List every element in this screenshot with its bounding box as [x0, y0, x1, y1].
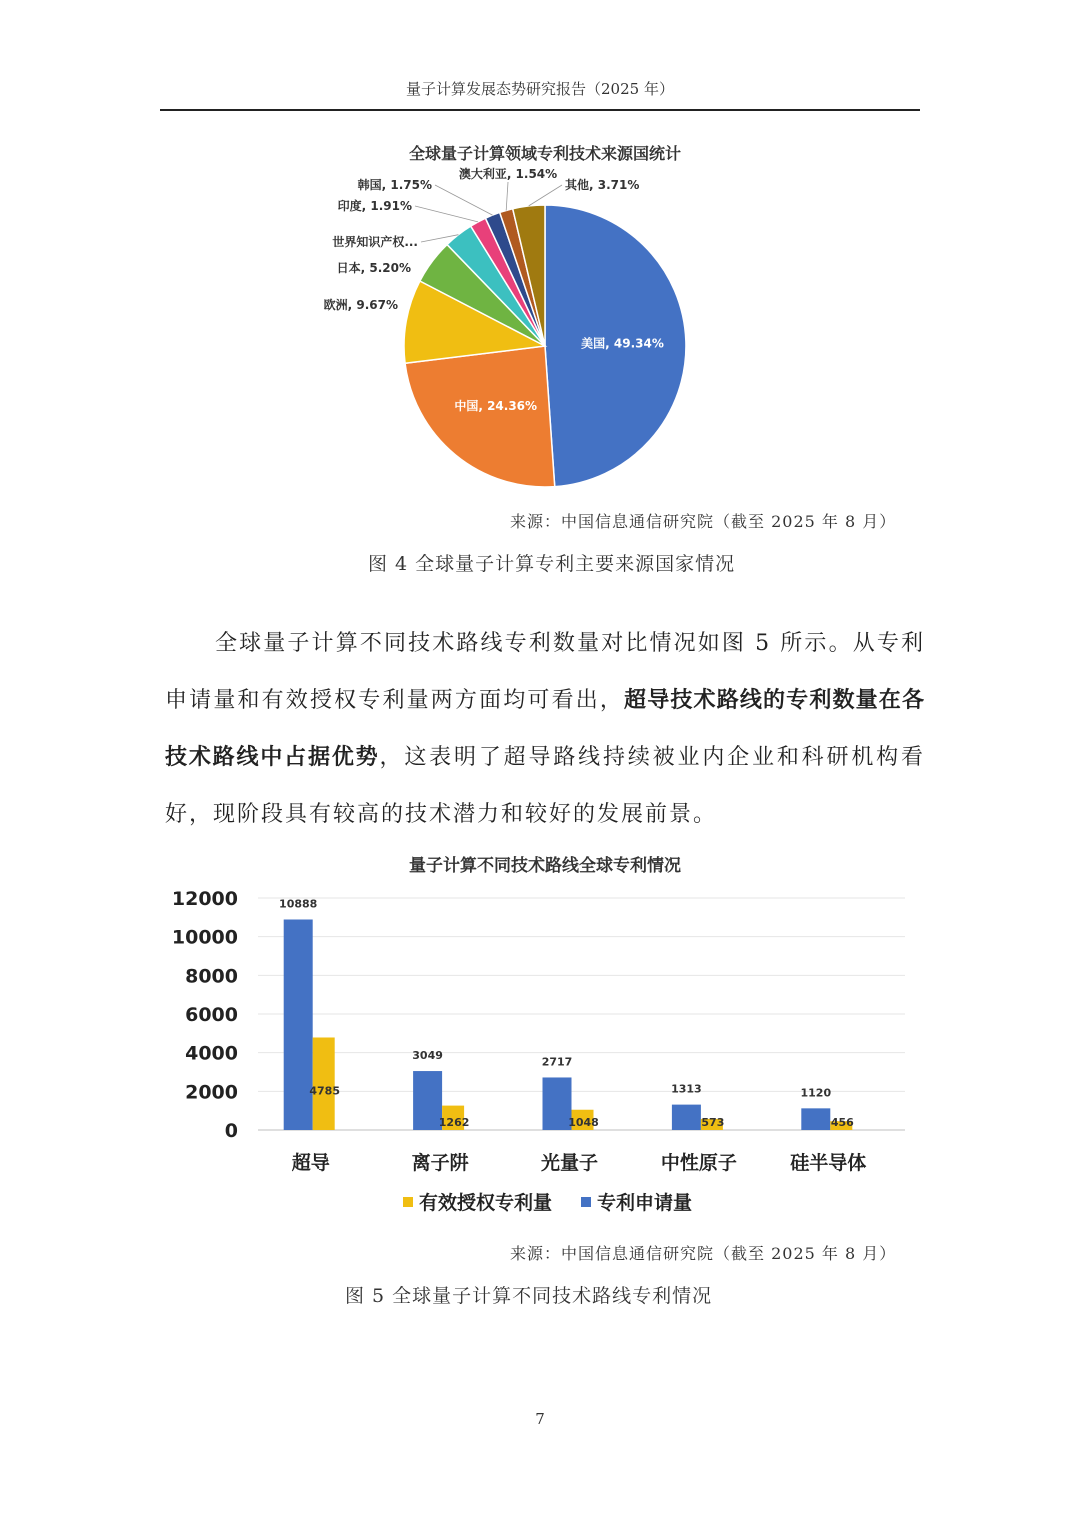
- x-category-label: 离子阱: [411, 1152, 469, 1174]
- pie-label-3: 欧洲, 9.67%: [323, 298, 398, 312]
- data-label-application-3: 2717: [541, 1055, 573, 1069]
- bar-chart-title: 量子计算不同技术路线全球专利情况: [409, 856, 681, 876]
- pie-chart-title: 全球量子计算领域专利技术来源国统计: [408, 144, 681, 163]
- data-label-granted-3: 1048: [568, 1116, 599, 1129]
- pie-label-8: 澳大利亚, 1.54%: [458, 167, 558, 181]
- figure5-source: 来源：中国信息通信研究院（截至 2025 年 8 月）: [510, 1244, 897, 1263]
- pie-label-2: 中国, 24.36%: [454, 398, 538, 413]
- pie-label-1: 美国, 49.34%: [581, 336, 664, 351]
- data-label-application-1: 10888: [279, 897, 318, 911]
- y-tick-label: 6000: [185, 1004, 238, 1026]
- bar-application-1: [284, 919, 313, 1130]
- legend-swatch-2: [581, 1197, 591, 1207]
- y-tick-label: 0: [224, 1120, 238, 1142]
- y-tick-label: 2000: [185, 1081, 238, 1104]
- data-label-application-4: 1313: [671, 1082, 702, 1096]
- pie-label-7: 韩国, 1.75%: [357, 178, 432, 192]
- bar-application-3: [543, 1077, 572, 1130]
- figure4-caption: 图 4 全球量子计算专利主要来源国家情况: [368, 553, 736, 575]
- bar-application-4: [672, 1105, 701, 1130]
- legend-swatch-1: [403, 1197, 413, 1207]
- pie-label-6: 印度, 1.91%: [337, 199, 412, 213]
- figure4-source: 来源：中国信息通信研究院（截至 2025 年 8 月）: [510, 512, 897, 531]
- page-number: 7: [535, 1410, 545, 1428]
- pie-label-5: 世界知识产权...: [332, 235, 418, 249]
- pie-label-9: 其他, 3.71%: [565, 178, 640, 192]
- data-label-granted-2: 1262: [438, 1116, 470, 1129]
- y-tick-label: 10000: [171, 926, 238, 949]
- pie-label-4: 日本, 5.20%: [336, 261, 411, 275]
- paragraph-text-1: 全球量子计算不同技术路线专利数量对比情况如图 5 所示。从专利申请量和有效授权专利量两方面均可看出，: [165, 631, 925, 713]
- page-header: 量子计算发展态势研究报告（2025 年）: [406, 80, 674, 98]
- data-label-granted-4: 573: [701, 1116, 725, 1129]
- figure5-caption: 图 5 全球量子计算不同技术路线专利情况: [345, 1285, 713, 1307]
- y-tick-label: 4000: [185, 1042, 238, 1065]
- data-label-granted-1: 4785: [309, 1084, 341, 1098]
- x-category-label: 光量子: [540, 1152, 599, 1174]
- x-category-label: 中性原子: [660, 1152, 737, 1174]
- legend-label-2: 专利申请量: [597, 1192, 693, 1214]
- data-label-granted-5: 456: [830, 1116, 854, 1129]
- x-category-label: 超导: [291, 1152, 330, 1174]
- bar-application-2: [413, 1071, 442, 1130]
- x-category-label: 硅半导体: [790, 1152, 867, 1174]
- data-label-application-5: 1120: [800, 1086, 832, 1100]
- paragraph-text-2: ，这表明了超导路线持续被业内企业和科研机构看好，现阶段具有较高的技术潜力和较好的发展前景。: [165, 745, 925, 827]
- bar-application-5: [801, 1108, 830, 1130]
- y-tick-label: 8000: [185, 965, 238, 988]
- data-label-application-2: 3049: [412, 1049, 443, 1063]
- y-tick-label: 12000: [171, 888, 238, 910]
- paragraph-bold-text: 超导技术路线的专利数量在各技术路线中占据优势: [165, 688, 925, 770]
- legend-label-1: 有效授权专利量: [419, 1192, 553, 1214]
